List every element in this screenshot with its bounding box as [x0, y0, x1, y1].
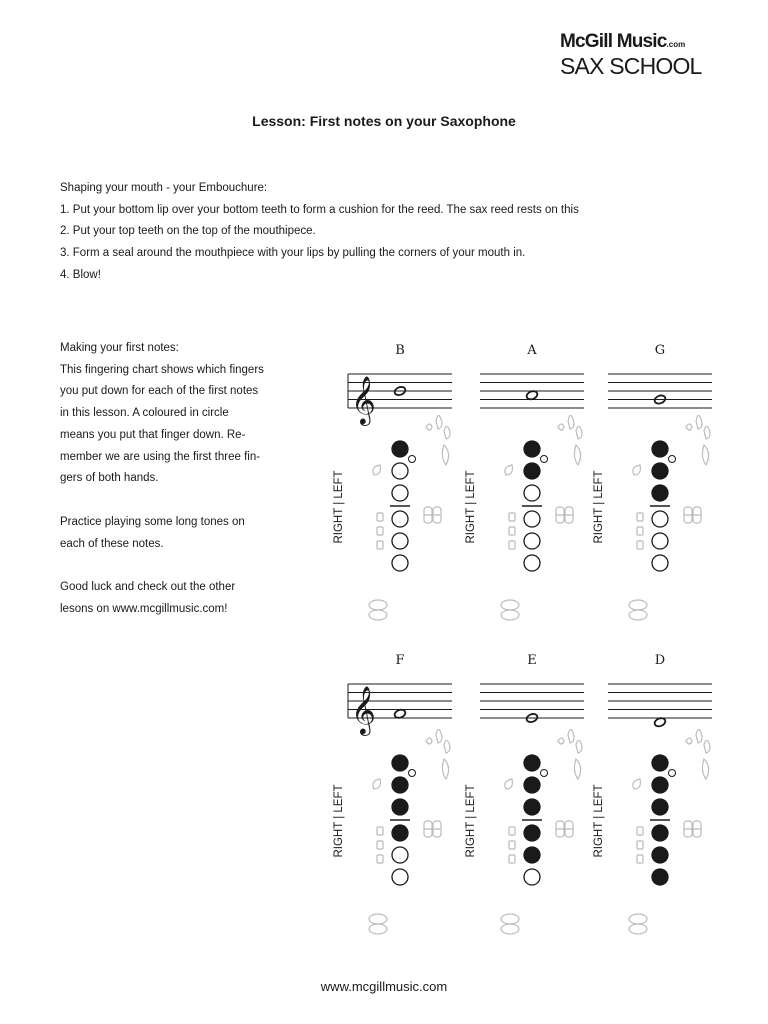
lesson-title: Lesson: First notes on your Saxophone — [252, 113, 516, 129]
hand-label: RIGHT | LEFT — [333, 470, 345, 544]
right-side-keys-icon — [377, 827, 383, 863]
intro-line: means you put that finger down. Re- — [60, 428, 246, 441]
right-side-keys-icon — [637, 827, 643, 863]
hand-label: RIGHT | LEFT — [465, 470, 477, 544]
finger-key-closed — [652, 485, 668, 501]
side-key-icon — [373, 779, 381, 789]
side-keys-icon — [556, 507, 573, 523]
note-name-label: B — [395, 343, 405, 358]
finger-key-closed — [392, 441, 408, 457]
palm-keys-icon — [426, 729, 450, 779]
note-name-label: A — [527, 343, 537, 358]
note-name-label: F — [395, 653, 405, 668]
practice-line: each of these notes. — [60, 537, 164, 550]
side-key-icon — [505, 779, 513, 789]
logo-brand: McGill Music — [560, 31, 667, 52]
logo-school: SAX SCHOOL — [560, 53, 702, 79]
fingering-diagram-a — [465, 343, 584, 620]
embouchure-step: 2. Put your top teeth on the top of the mouthipece. — [60, 225, 316, 238]
finger-key-open — [392, 555, 408, 571]
finger-key-closed — [652, 441, 668, 457]
side-keys-icon — [684, 821, 701, 837]
right-side-keys-icon — [509, 513, 515, 549]
finger-key-closed — [652, 755, 668, 771]
finger-key-closed — [652, 777, 668, 793]
finger-key-closed — [392, 799, 408, 815]
note-name-label: D — [654, 653, 666, 668]
intro-line: you put down for each of the first notes — [60, 385, 259, 398]
note-name-label: G — [654, 343, 666, 358]
practice-line: Practice playing some long tones on — [60, 515, 245, 528]
octave-key-icon — [541, 770, 548, 777]
fingering-diagram-e — [465, 653, 584, 934]
intro-line: This fingering chart shows which fingers — [60, 363, 264, 376]
fingering-diagram-f — [333, 653, 452, 934]
fingering-diagram-b — [333, 343, 452, 620]
finger-key-closed — [392, 755, 408, 771]
finger-key-closed — [392, 825, 408, 841]
finger-key-closed — [652, 799, 668, 815]
side-keys-icon — [424, 507, 441, 523]
finger-key-open — [524, 511, 540, 527]
finger-key-closed — [652, 847, 668, 863]
hand-label: RIGHT | LEFT — [593, 784, 605, 858]
luck-line: lesons on www.mcgillmusic.com! — [60, 603, 228, 616]
finger-key-closed — [652, 869, 668, 885]
pinky-keys-icon — [629, 914, 647, 934]
intro-line: in this lesson. A coloured in circle — [60, 407, 229, 420]
finger-key-open — [652, 555, 668, 571]
finger-key-open — [392, 533, 408, 549]
octave-key-icon — [541, 456, 548, 463]
octave-key-icon — [669, 770, 676, 777]
side-keys-icon — [556, 821, 573, 837]
palm-keys-icon — [686, 729, 710, 779]
finger-key-closed — [652, 463, 668, 479]
side-key-icon — [633, 465, 641, 475]
hand-label: RIGHT | LEFT — [465, 784, 477, 858]
finger-key-open — [652, 511, 668, 527]
luck-line: Good luck and check out the other — [60, 581, 236, 594]
finger-key-open — [392, 485, 408, 501]
palm-keys-icon — [558, 415, 582, 465]
right-side-keys-icon — [637, 513, 643, 549]
intro-line: gers of both hands. — [60, 472, 159, 485]
finger-key-closed — [524, 847, 540, 863]
finger-key-closed — [524, 825, 540, 841]
side-key-icon — [633, 779, 641, 789]
logo-domain: .com — [666, 40, 686, 49]
octave-key-icon — [409, 456, 416, 463]
side-keys-icon — [424, 821, 441, 837]
finger-key-closed — [524, 755, 540, 771]
embouchure-step: 4. Blow! — [60, 268, 101, 281]
finger-key-closed — [524, 441, 540, 457]
pinky-keys-icon — [501, 600, 519, 620]
finger-key-closed — [392, 777, 408, 793]
fingering-diagram-d — [593, 653, 712, 934]
pinky-keys-icon — [369, 914, 387, 934]
finger-key-open — [524, 485, 540, 501]
treble-clef-icon: 𝄞 — [351, 685, 376, 734]
finger-key-open — [524, 533, 540, 549]
note-name-label: E — [527, 653, 537, 668]
finger-key-open — [652, 533, 668, 549]
finger-key-closed — [524, 777, 540, 793]
pinky-keys-icon — [369, 600, 387, 620]
finger-key-closed — [652, 825, 668, 841]
side-key-icon — [505, 465, 513, 475]
fingering-diagram-g — [593, 343, 712, 620]
embouchure-step: 3. Form a seal around the mouthpiece with your lips by pulling the corners of your mouth in. — [60, 247, 526, 260]
finger-key-closed — [524, 463, 540, 479]
finger-key-open — [392, 869, 408, 885]
palm-keys-icon — [558, 729, 582, 779]
intro-line: member we are using the first three fin- — [60, 450, 261, 463]
finger-key-open — [524, 555, 540, 571]
palm-keys-icon — [426, 415, 450, 465]
hand-label: RIGHT | LEFT — [593, 470, 605, 544]
pinky-keys-icon — [629, 600, 647, 620]
octave-key-icon — [409, 770, 416, 777]
finger-key-open — [524, 869, 540, 885]
treble-clef-icon: 𝄞 — [351, 375, 376, 424]
hand-label: RIGHT | LEFT — [333, 784, 345, 858]
side-key-icon — [373, 465, 381, 475]
embouchure-heading: Shaping your mouth - your Embouchure: — [60, 182, 268, 194]
side-keys-icon — [684, 507, 701, 523]
pinky-keys-icon — [501, 914, 519, 934]
embouchure-step: 1. Put your bottom lip over your bottom teeth to form a cushion for the reed. The sax reed rests on this — [60, 203, 579, 216]
intro-heading: Making your first notes: — [60, 342, 179, 354]
palm-keys-icon — [686, 415, 710, 465]
footer-url: www.mcgillmusic.com — [320, 979, 448, 994]
right-side-keys-icon — [377, 513, 383, 549]
finger-key-closed — [524, 799, 540, 815]
finger-key-open — [392, 463, 408, 479]
octave-key-icon — [669, 456, 676, 463]
right-side-keys-icon — [509, 827, 515, 863]
finger-key-open — [392, 847, 408, 863]
finger-key-open — [392, 511, 408, 527]
